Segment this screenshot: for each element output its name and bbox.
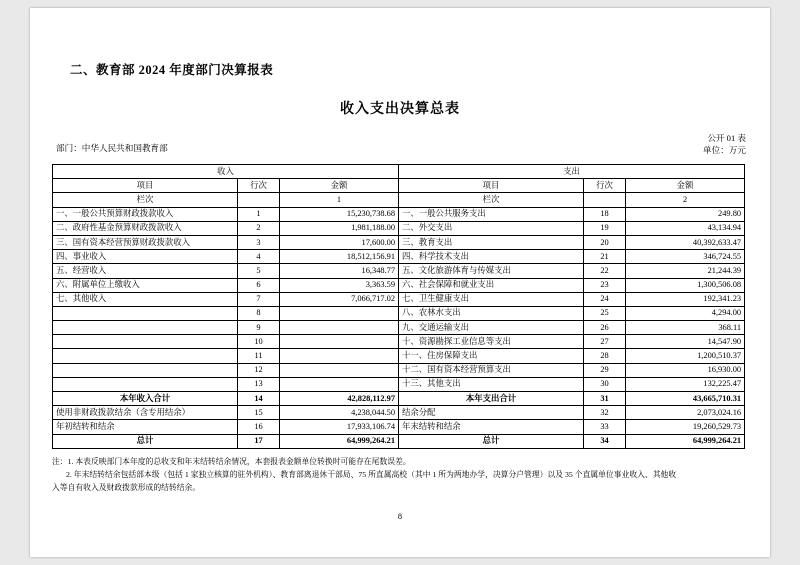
income-line: 16	[238, 420, 280, 434]
income-amount: 18,512,156.91	[280, 250, 399, 264]
expense-line: 34	[584, 434, 626, 448]
expense-amount: 43,665,710.31	[626, 392, 745, 406]
sub-header-expense-label: 栏次	[399, 193, 584, 207]
income-amount	[280, 335, 399, 349]
expense-line: 30	[584, 377, 626, 391]
income-item: 总计	[53, 434, 238, 448]
income-item	[53, 363, 238, 377]
income-amount: 16,348.77	[280, 264, 399, 278]
income-item: 三、国有资本经营预算财政拨款收入	[53, 235, 238, 249]
expense-amount: 64,999,264.21	[626, 434, 745, 448]
table-row	[53, 221, 745, 235]
expense-line: 26	[584, 321, 626, 335]
income-amount	[280, 363, 399, 377]
expense-line: 22	[584, 264, 626, 278]
income-line: 11	[238, 349, 280, 363]
expense-line: 21	[584, 250, 626, 264]
expense-amount: 16,930.00	[626, 363, 745, 377]
expense-line: 31	[584, 392, 626, 406]
expense-item: 十二、国有资本经营预算支出	[399, 363, 584, 377]
table-row	[53, 306, 745, 320]
income-item: 年初结转和结余	[53, 420, 238, 434]
income-amount: 17,600.00	[280, 235, 399, 249]
income-line: 1	[238, 207, 280, 221]
expense-item: 八、农林水支出	[399, 306, 584, 320]
col-header-income-line: 行次	[238, 179, 280, 193]
table-row	[53, 377, 745, 391]
income-amount	[280, 321, 399, 335]
table-row	[53, 278, 745, 292]
income-item: 二、政府性基金预算财政拨款收入	[53, 221, 238, 235]
table-row	[53, 235, 745, 249]
income-line: 5	[238, 264, 280, 278]
table-row	[53, 349, 745, 363]
expense-line: 32	[584, 406, 626, 420]
expense-amount: 4,294.00	[626, 306, 745, 320]
income-amount: 42,828,112.97	[280, 392, 399, 406]
expense-amount: 192,341.23	[626, 292, 745, 306]
expense-item: 十三、其他支出	[399, 377, 584, 391]
budget-table	[52, 164, 745, 449]
expense-line: 29	[584, 363, 626, 377]
table-row	[53, 250, 745, 264]
expense-amount: 1,300,506.08	[626, 278, 745, 292]
income-item: 七、其他收入	[53, 292, 238, 306]
expense-item: 十、资源勘探工业信息等支出	[399, 335, 584, 349]
income-line: 6	[238, 278, 280, 292]
income-amount: 7,066,717.02	[280, 292, 399, 306]
expense-item: 三、教育支出	[399, 235, 584, 249]
table-summary-row	[53, 420, 745, 434]
expense-amount: 14,547.90	[626, 335, 745, 349]
expense-amount: 132,225.47	[626, 377, 745, 391]
col-header-expense-item: 项目	[399, 179, 584, 193]
form-meta	[703, 132, 746, 156]
group-header-row	[53, 165, 745, 179]
expense-item: 二、外交支出	[399, 221, 584, 235]
income-line: 13	[238, 377, 280, 391]
group-header-income: 收入	[53, 165, 399, 179]
income-item: 一、一般公共预算财政拨款收入	[53, 207, 238, 221]
expense-line: 19	[584, 221, 626, 235]
expense-amount: 43,134.94	[626, 221, 745, 235]
income-amount: 17,933,106.74	[280, 420, 399, 434]
expense-amount: 21,244.39	[626, 264, 745, 278]
sub-header-row	[53, 193, 745, 207]
income-amount: 4,238,044.50	[280, 406, 399, 420]
table-row	[53, 207, 745, 221]
income-amount: 1,981,188.00	[280, 221, 399, 235]
unit-label: 单位：万元	[703, 145, 746, 155]
table-summary-row	[53, 392, 745, 406]
document-page	[30, 8, 770, 557]
expense-amount: 368.11	[626, 321, 745, 335]
expense-item: 九、交通运输支出	[399, 321, 584, 335]
note-line-2: 2. 年末结转结余包括部本级（包括 1 家独立核算的驻外机构）、教育部离退休干部局、75 所直属高校（其中 1 所为两地办学，决算分户管理）以及 35 个直属单位事业收入、其他收	[66, 469, 677, 479]
expense-line: 24	[584, 292, 626, 306]
table-summary-row	[53, 434, 745, 448]
col-header-income-amount: 金额	[280, 179, 399, 193]
sub-header-income-blank	[238, 193, 280, 207]
expense-amount: 1,200,510.37	[626, 349, 745, 363]
table-row	[53, 264, 745, 278]
section-title: 二、教育部 2024 年度部门决算报表	[70, 63, 274, 77]
expense-item: 十一、住房保障支出	[399, 349, 584, 363]
table-row	[53, 292, 745, 306]
table-row	[53, 321, 745, 335]
table-row	[53, 363, 745, 377]
expense-amount: 19,260,529.73	[626, 420, 745, 434]
note-line-3: 入等自有收入及财政拨款形成的结转结余。	[52, 482, 201, 492]
form-code: 公开 01 表	[707, 133, 746, 143]
income-item: 四、事业收入	[53, 250, 238, 264]
expense-item: 六、社会保障和就业支出	[399, 278, 584, 292]
department-label: 部门：中华人民共和国教育部	[56, 143, 168, 153]
page-content	[52, 8, 748, 557]
income-line: 4	[238, 250, 280, 264]
income-item	[53, 335, 238, 349]
income-item	[53, 306, 238, 320]
col-header-income-item: 项目	[53, 179, 238, 193]
note-line-1: 注：1. 本表反映部门本年度的总收支和年末结转结余情况，本套报表金额单位转换时可能存在尾数误差。	[52, 456, 411, 466]
expense-item: 四、科学技术支出	[399, 250, 584, 264]
expense-item: 一、一般公共服务支出	[399, 207, 584, 221]
group-header-expense: 支出	[399, 165, 745, 179]
page-number: 8	[397, 511, 403, 521]
income-line: 17	[238, 434, 280, 448]
income-amount	[280, 377, 399, 391]
column-header-row	[53, 179, 745, 193]
expense-item: 年末结转和结余	[399, 420, 584, 434]
income-line: 9	[238, 321, 280, 335]
expense-line: 27	[584, 335, 626, 349]
income-line: 12	[238, 363, 280, 377]
table-body	[53, 165, 745, 449]
expense-amount: 2,073,024.16	[626, 406, 745, 420]
expense-line: 18	[584, 207, 626, 221]
table-notes	[52, 455, 748, 494]
income-item: 六、附属单位上缴收入	[53, 278, 238, 292]
income-amount: 3,363.59	[280, 278, 399, 292]
expense-item: 五、文化旅游体育与传媒支出	[399, 264, 584, 278]
sub-header-income-label: 栏次	[53, 193, 238, 207]
table-row	[53, 335, 745, 349]
income-amount	[280, 306, 399, 320]
income-line: 7	[238, 292, 280, 306]
table-meta	[52, 134, 748, 162]
income-line: 15	[238, 406, 280, 420]
expense-item: 总计	[399, 434, 584, 448]
income-item	[53, 377, 238, 391]
sub-header-expense-no: 2	[626, 193, 745, 207]
expense-amount: 346,724.55	[626, 250, 745, 264]
income-item	[53, 321, 238, 335]
income-amount: 15,230,738.68	[280, 207, 399, 221]
page-title: 收入支出决算总表	[340, 102, 460, 117]
sub-header-expense-blank	[584, 193, 626, 207]
income-item: 使用非财政拨款结余（含专用结余）	[53, 406, 238, 420]
income-amount	[280, 349, 399, 363]
expense-line: 20	[584, 235, 626, 249]
expense-item: 本年支出合计	[399, 392, 584, 406]
income-line: 8	[238, 306, 280, 320]
income-amount: 64,999,264.21	[280, 434, 399, 448]
income-line: 14	[238, 392, 280, 406]
income-item: 五、经营收入	[53, 264, 238, 278]
expense-item: 七、卫生健康支出	[399, 292, 584, 306]
col-header-expense-amount: 金额	[626, 179, 745, 193]
expense-line: 28	[584, 349, 626, 363]
income-line: 3	[238, 235, 280, 249]
sub-header-income-no: 1	[280, 193, 399, 207]
income-line: 2	[238, 221, 280, 235]
expense-line: 25	[584, 306, 626, 320]
col-header-expense-line: 行次	[584, 179, 626, 193]
expense-amount: 249.80	[626, 207, 745, 221]
expense-amount: 40,392,633.47	[626, 235, 745, 249]
expense-item: 结余分配	[399, 406, 584, 420]
expense-line: 33	[584, 420, 626, 434]
table-summary-row	[53, 406, 745, 420]
expense-line: 23	[584, 278, 626, 292]
income-item	[53, 349, 238, 363]
income-item: 本年收入合计	[53, 392, 238, 406]
income-line: 10	[238, 335, 280, 349]
